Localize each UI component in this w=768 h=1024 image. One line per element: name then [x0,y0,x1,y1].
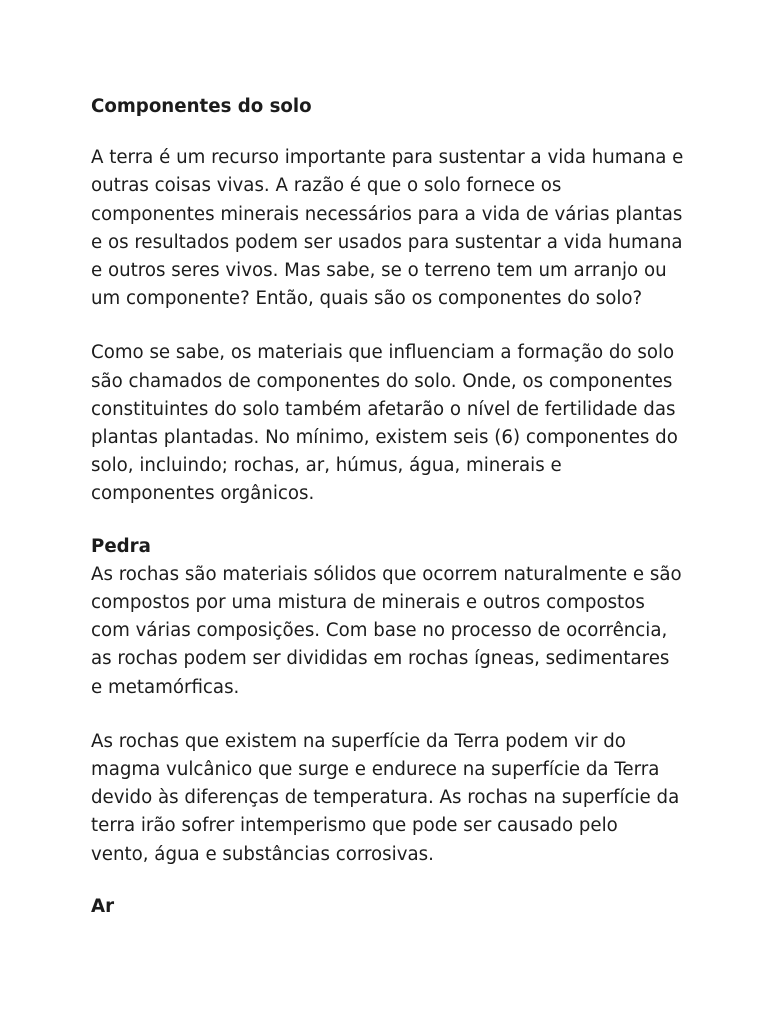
text-line: As rochas são materiais sólidos que ocorrem naturalmente e são [91,563,682,585]
text-line: e outros seres vivos. Mas sabe, se o terreno tem um arranjo ou [91,260,667,282]
section-heading-ar: Ar [91,895,115,917]
text-line: são chamados de componentes do solo. Onde, os componentes [91,370,673,392]
text-line: componentes minerais necessários para a vida de várias plantas [91,203,683,225]
text-line: e os resultados podem ser usados para sustentar a vida humana [91,231,683,253]
text-line: compostos por uma mistura de minerais e outros compostos [91,592,645,614]
section-heading-pedra: Pedra [91,535,151,557]
text-line: e metamórficas. [91,676,240,698]
pedra-paragraph-2 [91,728,691,869]
text-line: magma vulcânico que surge e endurece na superfície da Terra [91,759,660,781]
document-page [91,93,691,921]
text-line: constituintes do solo também afetarão o nível de fertilidade das [91,398,676,420]
text-line: solo, incluindo; rochas, ar, húmus, água, minerais e [91,455,562,477]
text-line: devido às diferenças de temperatura. As rochas na superfície da [91,787,680,809]
text-line: terra irão sofrer intemperismo que pode ser causado pelo [91,815,618,837]
text-line: outras coisas vivas. A razão é que o solo fornece os [91,175,562,197]
text-line: Como se sabe, os materiais que influenciam a formação do solo [91,342,675,364]
intro-paragraph [91,144,691,313]
text-line: A terra é um recurso importante para sustentar a vida humana e [91,147,684,169]
text-line: um componente? Então, quais são os componentes do solo? [91,288,643,310]
text-line: As rochas que existem na superfície da Terra podem vir do [91,730,626,752]
text-line: plantas plantadas. No mínimo, existem seis (6) componentes do [91,427,678,449]
document-title: Componentes do solo [91,96,312,117]
components-paragraph [91,339,691,508]
text-line: as rochas podem ser divididas em rochas ígneas, sedimentares [91,648,670,670]
text-line: componentes orgânicos. [91,483,315,505]
text-line: vento, água e substâncias corrosivas. [91,843,434,865]
text-line: com várias composições. Com base no processo de ocorrência, [91,620,668,642]
pedra-paragraph-1 [91,561,691,702]
